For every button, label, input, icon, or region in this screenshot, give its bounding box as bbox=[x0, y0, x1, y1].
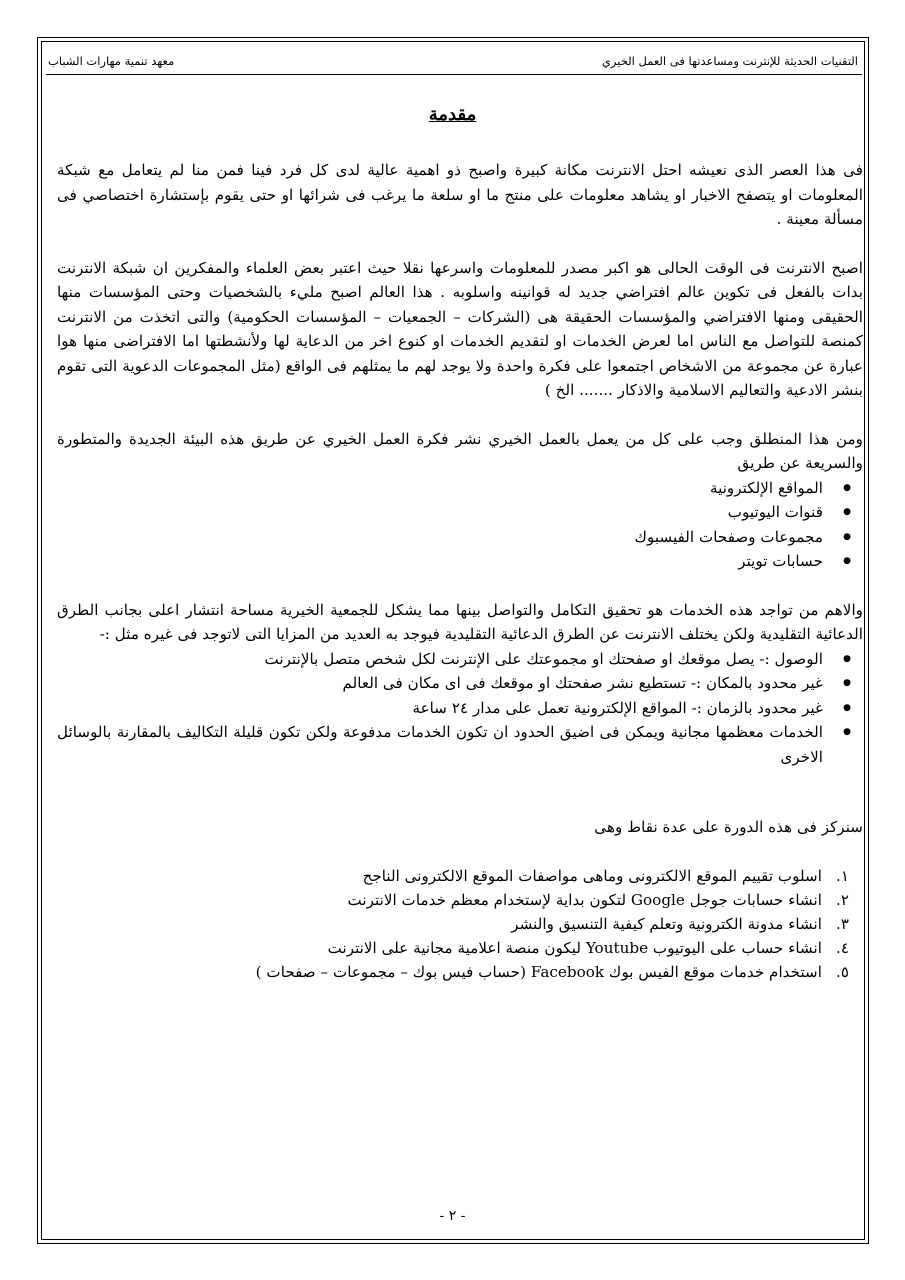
header-institute-name: معهد تنمية مهارات الشباب bbox=[48, 54, 175, 68]
list-item: ● الخدمات معظمها مجانية ويمكن فى اضيق الحدود ان تكون الخدمات مدفوعة ولكن تكون قليلة التكاليف بالمقارنة بالوسائل الاخرى bbox=[57, 720, 863, 769]
list-text: انشاء حسابات جوجل Google لتكون بداية لإستخدام معظم خدمات الانترنت bbox=[347, 890, 822, 909]
list-item bbox=[57, 960, 863, 984]
list-item: ● المواقع الإلكترونية bbox=[57, 476, 863, 501]
list-item bbox=[57, 936, 863, 960]
list-text: انشاء مدونة الكترونية وتعلم كيفية التنسيق والنشر bbox=[511, 914, 822, 933]
paragraph-integration: والاهم من تواجد هذه الخدمات هو تحقيق التكامل والتواصل بينها مما يشكل للجمعية الخيرية مساحة انتشار اعلى بجانب الطرق الدعائية التقليدية ولكن يختلف الانترنت عن الطرق الدعائية التقليدية فيوجد به العديد من المزايا التى لاتوجد فى غيره مثل :- bbox=[57, 600, 863, 643]
list-number: ٣. bbox=[836, 914, 849, 933]
document-body bbox=[57, 158, 863, 984]
header-rule bbox=[46, 74, 862, 75]
header-document-title: التقنيات الحديثة للإنترنت ومساعدتها فى العمل الخيري bbox=[601, 54, 858, 68]
paragraph-course-points-intro: سنركز فى هذه الدورة على عدة نقاط وهى bbox=[594, 818, 863, 836]
list-item: ● غير محدود بالمكان :- تستطيع نشر صفحتك او موقعك فى اى مكان فى العالم bbox=[57, 671, 863, 696]
list-text: انشاء حساب على اليوتيوب Youtube ليكون منصة اعلامية مجانية على الانترنت bbox=[327, 938, 822, 957]
list-text: اسلوب تقييم الموقع الالكترونى وماهى مواصفات الموقع الالكترونى الناجح bbox=[362, 866, 822, 885]
list-item: ● حسابات تويتر bbox=[57, 549, 863, 574]
list-item: ● الوصول :- يصل موقعك او صفحتك او مجموعتك على الإنترنت لكل شخص متصل بالإنترنت bbox=[57, 647, 863, 672]
list-item bbox=[57, 912, 863, 936]
list-text: استخدام خدمات موقع الفيس بوك Facebook (حساب فيس بوك – مجموعات – صفحات ) bbox=[255, 962, 822, 981]
page-header bbox=[46, 54, 862, 74]
list-number: ١. bbox=[836, 866, 849, 885]
list-item: ● قنوات اليوتيوب bbox=[57, 500, 863, 525]
paragraph-internet-importance: فى هذا العصر الذى نعيشه احتل الانترنت مكانة كبيرة واصبح ذو اهمية عالية لدى كل فرد فينا فمن منا لم يتعامل مع شبكة المعلومات او يتصفح الاخبار او يشاهد معلومات على منتج ما او سلعة ما يرغب فى شرائها او حتى يقوم بإستشارة اختصاصي فى مسألة معينة . bbox=[57, 161, 863, 228]
list-number: ٤. bbox=[836, 938, 849, 957]
page-number: - ٢ - bbox=[439, 1208, 466, 1224]
paragraph-charity-work: ومن هذا المنطلق وجب على كل من يعمل بالعمل الخيري نشر فكرة العمل الخيري عن طريق هذه البيئة الجديدة والمتطورة والسريعة عن طريق bbox=[57, 429, 863, 472]
paragraph-virtual-world: اصبح الانترنت فى الوقت الحالى هو اكبر مصدر للمعلومات واسرعها نقلا حيث اعتبر بعض العلماء والمفكرين ان شبكة الانترنت بدات بالفعل فى تكوين عالم افتراضي جديد له قوانينه واسلوبه . هذا العالم اصبح مليء بالشخصيات وحتى المؤسسات منها الحقيقى ومنها الافتراضي والمؤسسات الحقيقة هى (الشركات – الجمعيات – المؤسسات الحكومية) والتى اتخذت من الانترنت كمنصة للتواصل مع الناس اما لعرض الخدمات او لتقديم الخدمات او كنوع اخر من الدعاية لها ولأنشطتها اما الافتراضى منها هوا عبارة عن مجموعة من الاشخاص اجتمعوا على فكرة واحدة ولا يوجد لهم ما يمثلهم فى الواقع (مثل المجموعات الدعوية التى تقوم بنشر الادعية والتعاليم الاسلامية والاذكار ....... الخ ) bbox=[57, 258, 863, 399]
course-points-list bbox=[57, 864, 863, 984]
page-title: مقدمة bbox=[428, 104, 477, 125]
list-item: ● مجموعات وصفحات الفيسبوك bbox=[57, 525, 863, 550]
list-number: ٥. bbox=[836, 962, 849, 981]
advantages-list bbox=[57, 647, 863, 770]
list-item bbox=[57, 888, 863, 912]
channels-list bbox=[57, 476, 863, 574]
list-item bbox=[57, 864, 863, 888]
list-item: ● غير محدود بالزمان :- المواقع الإلكترونية تعمل على مدار ٢٤ ساعة bbox=[57, 696, 863, 721]
list-number: ٢. bbox=[836, 890, 849, 909]
